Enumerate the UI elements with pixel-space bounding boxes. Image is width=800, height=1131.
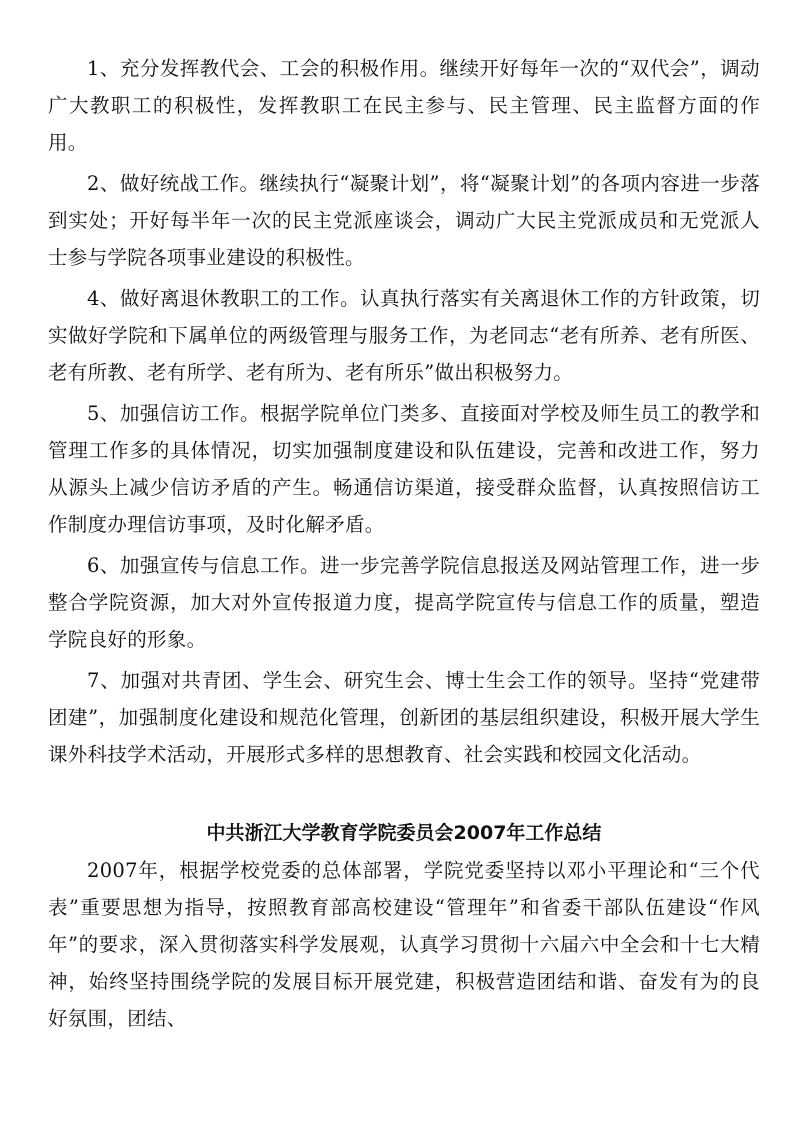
item-paragraph-2: 2、做好统战工作。继续执行“凝聚计划”，将“凝聚计划”的各项内容进一步落到实处；开好每半年一次的民主党派座谈会，调动广大民主党派成员和无党派人士参与学院各项事业建设的积极性。 <box>48 172 760 269</box>
item-paragraph-7: 7、加强对共青团、学生会、研究生会、博士生会工作的领导。坚持“党建带团建”，加强制度化建设和规范化管理，创新团的基层组织建设，积极开展大学生课外科技学术活动，开展形式多样的思想教育、社会实践和校园文化活动。 <box>48 669 760 766</box>
section-title: 中共浙江大学教育学院委员会2007年工作总结 <box>206 822 602 844</box>
section-body-paragraph: 2007年，根据学校党委的总体部署，学院党委坚持以邓小平理论和“三个代表”重要思想为指导，按照教育部高校建设“管理年”和省委干部队伍建设“作风年”的要求，深入贯彻落实科学发展观，认真学习贯彻十六届六中全会和十七大精神，始终坚持围绕学院的发展目标开展党建，积极营造团结和谐、奋发有为的良好氛围，团结、 <box>48 859 760 1030</box>
document-page <box>48 50 760 1037</box>
item-paragraph-5: 5、加强信访工作。根据学院单位门类多、直接面对学校及师生员工的教学和管理工作多的具体情况，切实加强制度建设和队伍建设，完善和改进工作，努力从源头上减少信访矛盾的产生。畅通信访渠道，接受群众监督，认真按照信访工作制度办理信访事项，及时化解矛盾。 <box>48 402 760 536</box>
item-paragraph-1: 1、充分发挥教代会、工会的积极作用。继续开好每年一次的“双代会”，调动广大教职工的积极性，发挥教职工在民主参与、民主管理、民主监督方面的作用。 <box>48 57 760 154</box>
item-paragraph-4: 4、做好离退休教职工的工作。认真执行落实有关离退休工作的方针政策，切实做好学院和下属单位的两级管理与服务工作，为老同志“老有所养、老有所医、老有所教、老有所学、老有所为、老有所乐”做出积极努力。 <box>48 287 760 384</box>
item-paragraph-6: 6、加强宣传与信息工作。进一步完善学院信息报送及网站管理工作，进一步整合学院资源，加大对外宣传报道力度，提高学院宣传与信息工作的质量，塑造学院良好的形象。 <box>48 554 760 651</box>
